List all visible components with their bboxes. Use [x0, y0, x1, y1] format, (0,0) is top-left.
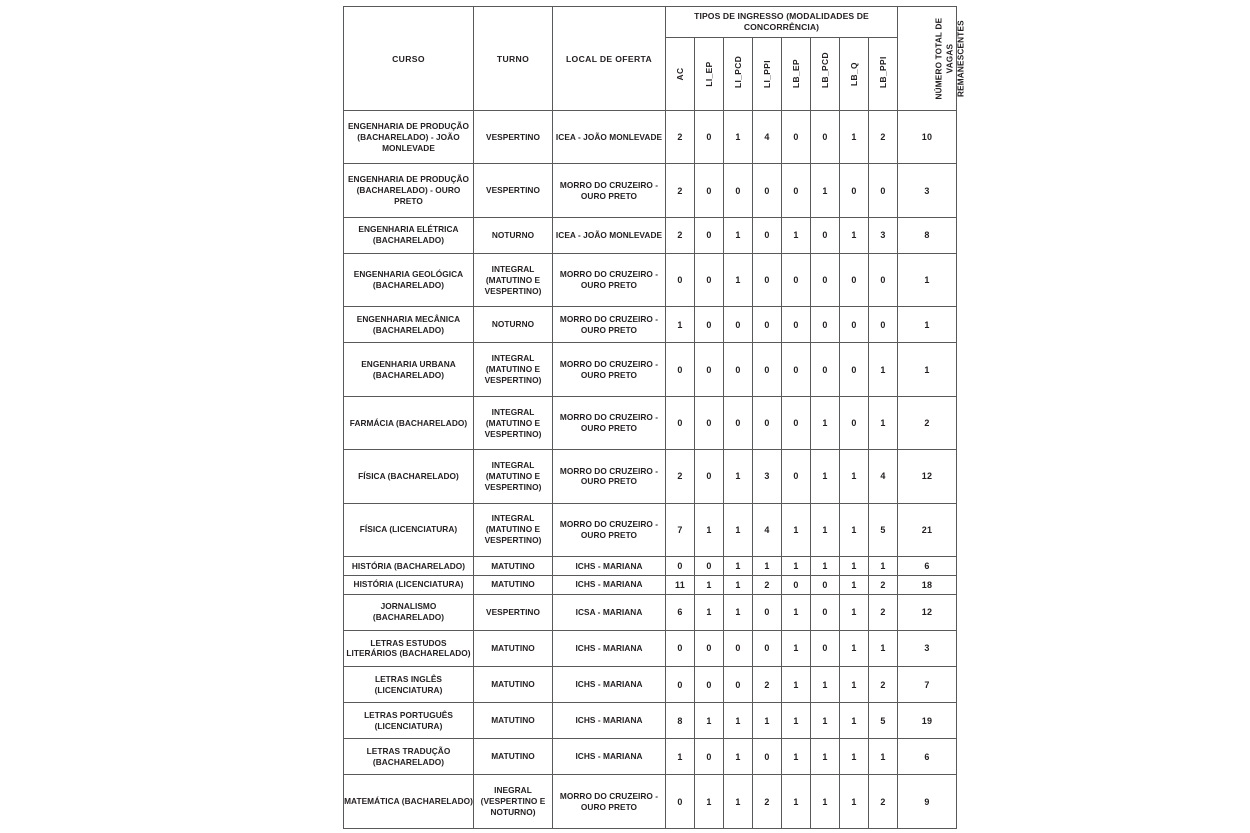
cell-turno: INTEGRAL (MATUTINO E VESPERTINO) [474, 450, 553, 503]
table-row [344, 630, 957, 666]
table-row [344, 575, 957, 594]
table-row [344, 557, 957, 576]
header-modalidade-lb-q: LB_Q [840, 38, 869, 111]
cell-li-ep: 0 [695, 164, 724, 217]
cell-li-ep: 0 [695, 667, 724, 703]
cell-lb-ep: 1 [782, 630, 811, 666]
cell-li-pcd: 1 [724, 253, 753, 306]
cell-lb-pcd: 1 [811, 775, 840, 829]
cell-ac: 2 [666, 164, 695, 217]
cell-curso: FÍSICA (BACHARELADO) [344, 450, 474, 503]
cell-lb-ep: 0 [782, 396, 811, 449]
table-row [344, 307, 957, 343]
cell-total-vagas: 10 [898, 111, 957, 164]
cell-ac: 6 [666, 594, 695, 630]
table-row [344, 343, 957, 396]
cell-turno: VESPERTINO [474, 111, 553, 164]
cell-ac: 7 [666, 503, 695, 556]
cell-local-de-oferta: ICHS - MARIANA [553, 667, 666, 703]
cell-lb-ep: 1 [782, 739, 811, 775]
cell-li-ppi: 4 [753, 503, 782, 556]
cell-turno: INTEGRAL (MATUTINO E VESPERTINO) [474, 253, 553, 306]
cell-turno: NOTURNO [474, 217, 553, 253]
cell-total-vagas: 9 [898, 775, 957, 829]
header-modalidade-li-ppi: LI_PPI [753, 38, 782, 111]
cell-lb-pcd: 0 [811, 217, 840, 253]
cell-lb-q: 1 [840, 667, 869, 703]
cell-local-de-oferta: ICHS - MARIANA [553, 630, 666, 666]
cell-lb-ppi: 0 [869, 164, 898, 217]
header-row-group [344, 7, 957, 38]
cell-lb-ppi: 4 [869, 450, 898, 503]
cell-li-pcd: 1 [724, 111, 753, 164]
table-row [344, 667, 957, 703]
cell-total-vagas: 12 [898, 594, 957, 630]
cell-curso: MATEMÁTICA (BACHARELADO) [344, 775, 474, 829]
cell-local-de-oferta: ICSA - MARIANA [553, 594, 666, 630]
cell-lb-q: 0 [840, 343, 869, 396]
cell-li-ep: 0 [695, 253, 724, 306]
cell-lb-pcd: 0 [811, 343, 840, 396]
cell-lb-q: 1 [840, 630, 869, 666]
cell-li-pcd: 1 [724, 594, 753, 630]
cell-curso: LETRAS PORTUGUÊS (LICENCIATURA) [344, 703, 474, 739]
table-header [344, 7, 966, 111]
cell-lb-pcd: 1 [811, 503, 840, 556]
cell-lb-q: 0 [840, 253, 869, 306]
header-modalidade-li-pcd: LI_PCD [724, 38, 753, 111]
cell-local-de-oferta: MORRO DO CRUZEIRO - OURO PRETO [553, 775, 666, 829]
cell-turno: INTEGRAL (MATUTINO E VESPERTINO) [474, 396, 553, 449]
cell-lb-ppi: 5 [869, 503, 898, 556]
cell-li-pcd: 0 [724, 667, 753, 703]
cell-li-pcd: 0 [724, 396, 753, 449]
cell-turno: MATUTINO [474, 703, 553, 739]
cell-li-pcd: 0 [724, 307, 753, 343]
cell-lb-q: 1 [840, 217, 869, 253]
cell-lb-ep: 0 [782, 575, 811, 594]
table-row [344, 450, 957, 503]
cell-curso: LETRAS TRADUÇÃO (BACHARELADO) [344, 739, 474, 775]
cell-curso: ENGENHARIA ELÉTRICA (BACHARELADO) [344, 217, 474, 253]
cell-turno: INTEGRAL (MATUTINO E VESPERTINO) [474, 503, 553, 556]
cell-local-de-oferta: MORRO DO CRUZEIRO - OURO PRETO [553, 164, 666, 217]
cell-curso: HISTÓRIA (BACHARELADO) [344, 557, 474, 576]
cell-lb-ppi: 2 [869, 667, 898, 703]
cell-li-ep: 1 [695, 775, 724, 829]
cell-turno: VESPERTINO [474, 164, 553, 217]
cell-lb-pcd: 0 [811, 253, 840, 306]
cell-lb-ep: 0 [782, 111, 811, 164]
cell-local-de-oferta: ICEA - JOÃO MONLEVADE [553, 217, 666, 253]
cell-turno: NOTURNO [474, 307, 553, 343]
cell-lb-ppi: 1 [869, 396, 898, 449]
cell-lb-ep: 0 [782, 253, 811, 306]
cell-lb-pcd: 1 [811, 450, 840, 503]
cell-lb-q: 1 [840, 739, 869, 775]
cell-total-vagas: 2 [898, 396, 957, 449]
cell-lb-ep: 1 [782, 667, 811, 703]
cell-total-vagas: 1 [898, 307, 957, 343]
cell-li-ppi: 4 [753, 111, 782, 164]
cell-li-ppi: 0 [753, 343, 782, 396]
cell-lb-q: 0 [840, 396, 869, 449]
cell-lb-ppi: 1 [869, 343, 898, 396]
cell-lb-q: 1 [840, 575, 869, 594]
cell-li-ep: 0 [695, 343, 724, 396]
cell-ac: 0 [666, 630, 695, 666]
cell-ac: 2 [666, 450, 695, 503]
cell-curso: ENGENHARIA GEOLÓGICA (BACHARELADO) [344, 253, 474, 306]
table-row [344, 739, 957, 775]
cell-li-ep: 0 [695, 450, 724, 503]
cell-local-de-oferta: ICEA - JOÃO MONLEVADE [553, 111, 666, 164]
cell-turno: VESPERTINO [474, 594, 553, 630]
cell-lb-ppi: 0 [869, 307, 898, 343]
cell-li-pcd: 1 [724, 739, 753, 775]
cell-li-ppi: 0 [753, 396, 782, 449]
cell-li-pcd: 1 [724, 557, 753, 576]
remaining-vacancies-table-container [343, 6, 966, 829]
header-local-de-oferta: LOCAL DE OFERTA [553, 7, 666, 111]
cell-total-vagas: 8 [898, 217, 957, 253]
cell-ac: 0 [666, 343, 695, 396]
cell-local-de-oferta: ICHS - MARIANA [553, 575, 666, 594]
cell-total-vagas: 7 [898, 667, 957, 703]
cell-lb-ppi: 2 [869, 775, 898, 829]
cell-li-pcd: 0 [724, 343, 753, 396]
cell-lb-ppi: 5 [869, 703, 898, 739]
cell-li-ep: 0 [695, 739, 724, 775]
cell-lb-ppi: 2 [869, 594, 898, 630]
cell-lb-q: 1 [840, 594, 869, 630]
cell-li-ppi: 3 [753, 450, 782, 503]
cell-li-ppi: 2 [753, 667, 782, 703]
cell-lb-q: 1 [840, 111, 869, 164]
cell-curso: LETRAS ESTUDOS LITERÁRIOS (BACHARELADO) [344, 630, 474, 666]
cell-total-vagas: 6 [898, 557, 957, 576]
cell-li-ep: 0 [695, 111, 724, 164]
remaining-vacancies-table [343, 6, 966, 829]
cell-lb-pcd: 1 [811, 396, 840, 449]
table-body [344, 111, 957, 829]
cell-lb-pcd: 1 [811, 557, 840, 576]
cell-turno: MATUTINO [474, 575, 553, 594]
cell-lb-ppi: 1 [869, 557, 898, 576]
cell-lb-ep: 1 [782, 703, 811, 739]
cell-local-de-oferta: MORRO DO CRUZEIRO - OURO PRETO [553, 253, 666, 306]
cell-lb-ppi: 0 [869, 253, 898, 306]
header-curso: CURSO [344, 7, 474, 111]
header-modalidade-li-ep: LI_EP [695, 38, 724, 111]
cell-local-de-oferta: MORRO DO CRUZEIRO - OURO PRETO [553, 343, 666, 396]
cell-local-de-oferta: MORRO DO CRUZEIRO - OURO PRETO [553, 450, 666, 503]
cell-lb-pcd: 1 [811, 667, 840, 703]
cell-ac: 1 [666, 739, 695, 775]
cell-li-ep: 1 [695, 703, 724, 739]
cell-curso: HISTÓRIA (LICENCIATURA) [344, 575, 474, 594]
cell-li-ep: 0 [695, 557, 724, 576]
cell-curso: LETRAS INGLÊS (LICENCIATURA) [344, 667, 474, 703]
cell-curso: FARMÁCIA (BACHARELADO) [344, 396, 474, 449]
cell-lb-pcd: 0 [811, 307, 840, 343]
cell-total-vagas: 12 [898, 450, 957, 503]
cell-lb-ppi: 3 [869, 217, 898, 253]
cell-curso: ENGENHARIA URBANA (BACHARELADO) [344, 343, 474, 396]
cell-lb-pcd: 1 [811, 703, 840, 739]
cell-total-vagas: 1 [898, 253, 957, 306]
cell-ac: 11 [666, 575, 695, 594]
cell-lb-ppi: 2 [869, 575, 898, 594]
cell-lb-pcd: 0 [811, 575, 840, 594]
cell-lb-ep: 1 [782, 557, 811, 576]
cell-ac: 2 [666, 217, 695, 253]
table-row [344, 217, 957, 253]
cell-li-ppi: 2 [753, 575, 782, 594]
cell-lb-ppi: 2 [869, 111, 898, 164]
cell-curso: JORNALISMO (BACHARELADO) [344, 594, 474, 630]
cell-li-ppi: 0 [753, 594, 782, 630]
cell-li-ppi: 1 [753, 703, 782, 739]
cell-li-pcd: 0 [724, 164, 753, 217]
cell-lb-ppi: 1 [869, 739, 898, 775]
cell-li-ppi: 0 [753, 253, 782, 306]
cell-total-vagas: 21 [898, 503, 957, 556]
table-row [344, 775, 957, 829]
header-modalidade-lb-pcd: LB_PCD [811, 38, 840, 111]
cell-li-pcd: 1 [724, 775, 753, 829]
cell-lb-pcd: 0 [811, 111, 840, 164]
cell-lb-ep: 0 [782, 450, 811, 503]
cell-local-de-oferta: MORRO DO CRUZEIRO - OURO PRETO [553, 396, 666, 449]
cell-ac: 0 [666, 775, 695, 829]
cell-li-ppi: 0 [753, 630, 782, 666]
cell-total-vagas: 18 [898, 575, 957, 594]
cell-li-ppi: 0 [753, 217, 782, 253]
header-numero-total-vagas-remanescentes: NÚMERO TOTAL DE VAGAS REMANESCENTES [898, 7, 957, 111]
cell-total-vagas: 6 [898, 739, 957, 775]
cell-lb-ep: 1 [782, 217, 811, 253]
cell-local-de-oferta: MORRO DO CRUZEIRO - OURO PRETO [553, 503, 666, 556]
cell-lb-ppi: 1 [869, 630, 898, 666]
cell-local-de-oferta: MORRO DO CRUZEIRO - OURO PRETO [553, 307, 666, 343]
cell-ac: 0 [666, 557, 695, 576]
cell-turno: INTEGRAL (MATUTINO E VESPERTINO) [474, 343, 553, 396]
cell-lb-pcd: 1 [811, 739, 840, 775]
table-row [344, 703, 957, 739]
cell-ac: 2 [666, 111, 695, 164]
cell-lb-ep: 1 [782, 503, 811, 556]
header-modalidade-lb-ppi: LB_PPI [869, 38, 898, 111]
cell-turno: MATUTINO [474, 557, 553, 576]
cell-lb-ep: 0 [782, 164, 811, 217]
cell-li-ep: 0 [695, 630, 724, 666]
cell-lb-q: 1 [840, 450, 869, 503]
header-turno: TURNO [474, 7, 553, 111]
table-row [344, 396, 957, 449]
cell-li-pcd: 0 [724, 630, 753, 666]
cell-local-de-oferta: ICHS - MARIANA [553, 739, 666, 775]
table-row [344, 253, 957, 306]
cell-curso: FÍSICA (LICENCIATURA) [344, 503, 474, 556]
cell-lb-ep: 1 [782, 775, 811, 829]
cell-li-pcd: 1 [724, 503, 753, 556]
cell-turno: MATUTINO [474, 667, 553, 703]
table-row [344, 111, 957, 164]
cell-lb-q: 1 [840, 775, 869, 829]
cell-lb-pcd: 0 [811, 594, 840, 630]
cell-lb-ep: 1 [782, 594, 811, 630]
cell-ac: 1 [666, 307, 695, 343]
cell-lb-q: 1 [840, 557, 869, 576]
table-row [344, 503, 957, 556]
table-row [344, 164, 957, 217]
cell-li-pcd: 1 [724, 575, 753, 594]
header-modalidade-lb-ep: LB_EP [782, 38, 811, 111]
header-tipos-de-ingresso: TIPOS DE INGRESSO (MODALIDADES DE CONCORRÊNCIA) [666, 7, 898, 38]
cell-ac: 0 [666, 396, 695, 449]
cell-li-ppi: 1 [753, 557, 782, 576]
cell-lb-pcd: 1 [811, 164, 840, 217]
table-row [344, 594, 957, 630]
cell-lb-ep: 0 [782, 343, 811, 396]
cell-ac: 0 [666, 253, 695, 306]
cell-li-pcd: 1 [724, 217, 753, 253]
cell-total-vagas: 3 [898, 630, 957, 666]
cell-lb-q: 1 [840, 503, 869, 556]
cell-total-vagas: 1 [898, 343, 957, 396]
cell-total-vagas: 3 [898, 164, 957, 217]
cell-li-ppi: 0 [753, 307, 782, 343]
cell-li-ep: 1 [695, 594, 724, 630]
cell-lb-q: 0 [840, 307, 869, 343]
cell-ac: 8 [666, 703, 695, 739]
cell-local-de-oferta: ICHS - MARIANA [553, 557, 666, 576]
cell-li-ppi: 2 [753, 775, 782, 829]
cell-turno: MATUTINO [474, 739, 553, 775]
cell-li-ppi: 0 [753, 739, 782, 775]
cell-curso: ENGENHARIA MECÂNICA (BACHARELADO) [344, 307, 474, 343]
cell-local-de-oferta: ICHS - MARIANA [553, 703, 666, 739]
cell-li-ep: 0 [695, 307, 724, 343]
cell-turno: INEGRAL (VESPERTINO E NOTURNO) [474, 775, 553, 829]
cell-ac: 0 [666, 667, 695, 703]
header-modalidade-ac: AC [666, 38, 695, 111]
cell-li-ep: 1 [695, 575, 724, 594]
cell-li-pcd: 1 [724, 450, 753, 503]
cell-lb-pcd: 0 [811, 630, 840, 666]
cell-total-vagas: 19 [898, 703, 957, 739]
cell-li-ep: 0 [695, 217, 724, 253]
cell-li-ep: 0 [695, 396, 724, 449]
cell-li-ppi: 0 [753, 164, 782, 217]
cell-li-pcd: 1 [724, 703, 753, 739]
cell-turno: MATUTINO [474, 630, 553, 666]
cell-lb-ep: 0 [782, 307, 811, 343]
cell-curso: ENGENHARIA DE PRODUÇÃO (BACHARELADO) - JOÃO MONLEVADE [344, 111, 474, 164]
cell-curso: ENGENHARIA DE PRODUÇÃO (BACHARELADO) - OURO PRETO [344, 164, 474, 217]
cell-lb-q: 1 [840, 703, 869, 739]
cell-li-ep: 1 [695, 503, 724, 556]
cell-lb-q: 0 [840, 164, 869, 217]
